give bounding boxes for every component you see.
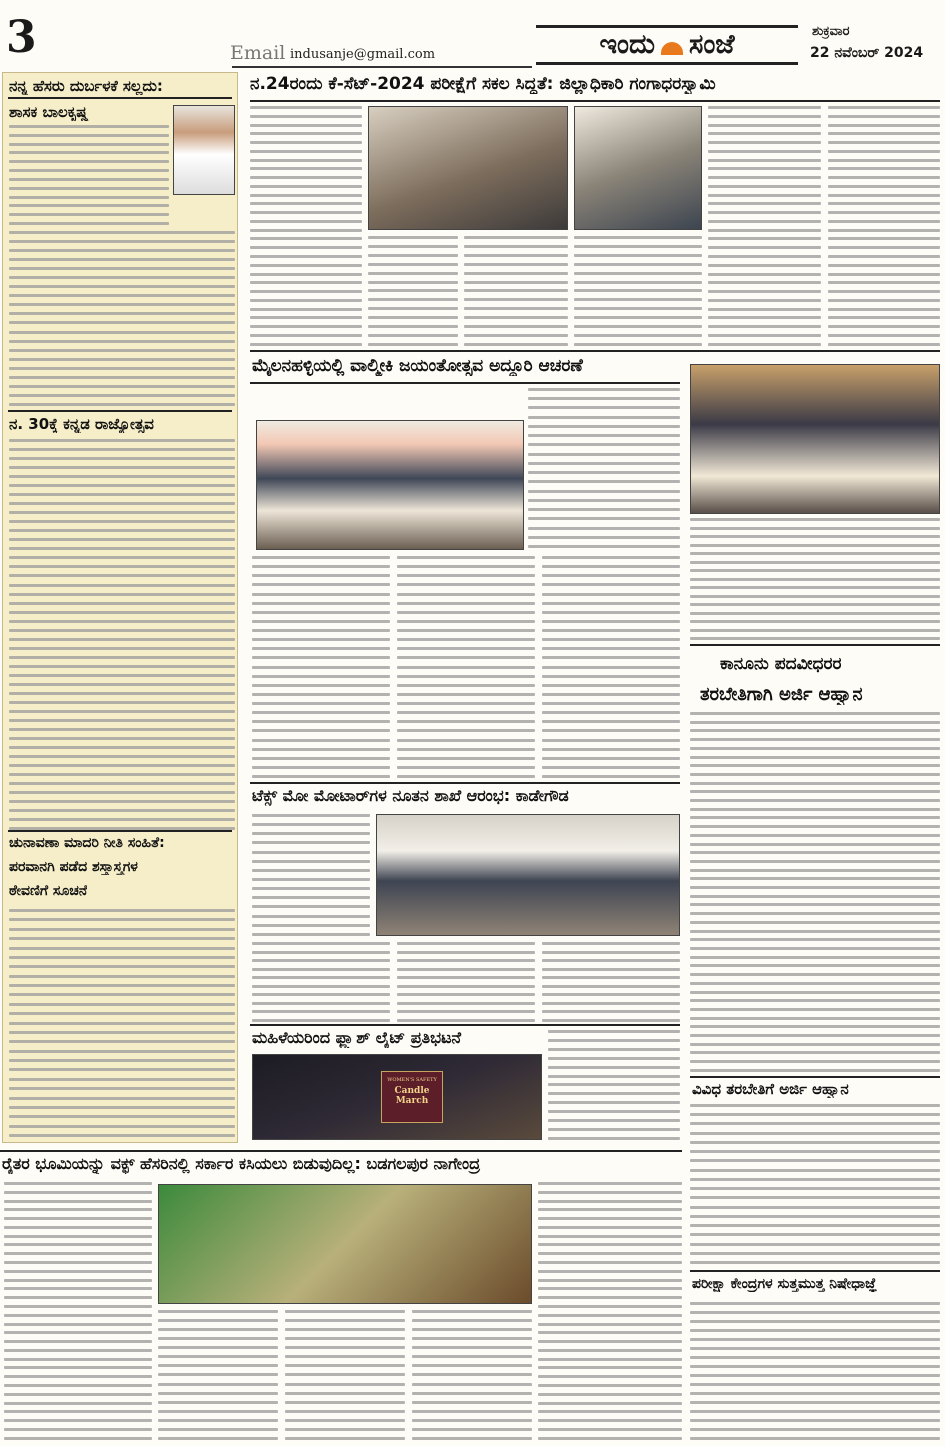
logo-left: ಇಂದು — [599, 29, 655, 60]
sidebar-divider — [8, 410, 232, 412]
farmers-text-left — [4, 1182, 152, 1440]
texmo-shop-opening-photo — [376, 814, 680, 936]
legal-headline-1: ಕಾನೂನು ಪದವೀಧರರ — [720, 654, 842, 674]
story-title-deposit: ಠೇವಣಿಗೆ ಸೂಚನೆ — [9, 883, 88, 899]
candle-march-headline: ಮಹಿಳೆಯರಿಂದ ಫ್ಲ್ಯಾಶ್ ಲೈಟ್ ಪ್ರತಿಭಟನೆ — [252, 1028, 462, 1047]
mla-story-text-2 — [9, 231, 235, 406]
story-title-election-code: ಚುನಾವಣಾ ಮಾದರಿ ನೀತಿ ಸಂಹಿತೆ: — [9, 835, 165, 851]
logo-right: ಸಂಜೆ — [689, 29, 735, 60]
lead-text-under-photo — [368, 236, 458, 346]
lead-text-under-photo-2 — [464, 236, 568, 346]
valmiki-headline: ಮೈಲನಹಳ್ಳಿಯಲ್ಲಿ ವಾಲ್ಮೀಕಿ ಜಯಂತೋತ್ಸವ ಅದ್ದೂರಿ ಆಚರಣೆ — [252, 356, 583, 376]
story-title-mla: ಶಾಸಕ ಬಾಲಕೃಷ್ಣ — [9, 103, 89, 121]
farmers-felicitation-photo — [158, 1184, 532, 1304]
legal-headline-2: ತರಬೇತಿಗಾಗಿ ಅರ್ಜಿ ಆಹ್ವಾನ — [700, 684, 863, 705]
story-title-licensed-arms: ಪರವಾನಗಿ ಪಡೆದ ಶಸ್ತ್ರಾಸ್ತ್ರಗಳ — [9, 859, 138, 875]
march-banner — [381, 1071, 443, 1123]
valmiki-rule — [250, 382, 680, 384]
rajyotsava-story-text — [9, 439, 235, 831]
farmers-headline: ರೈತರ ಭೂಮಿಯನ್ನು ವಕ್ಫ್ ಹೆಸರಿನಲ್ಲಿ ಸರ್ಕಾರ ಕಸಿಯಲು ಬಿಡುವುದಿಲ್ಲ: ಬಡಗಲಪುರ ನಾಗೇಂದ್ರ — [2, 1154, 481, 1173]
valmiki-celebration-photo — [256, 420, 524, 550]
farmers-text-bottom — [158, 1310, 532, 1440]
exam-headline: ಪರೀಕ್ಷಾ ಕೇಂದ್ರಗಳ ಸುತ್ತಮುತ್ತ ನಿಷೇಧಾಜ್ಞೆ — [692, 1276, 878, 1292]
sidebar-divider-2 — [8, 830, 232, 832]
kset-meeting-photo — [368, 106, 568, 230]
masthead — [0, 0, 945, 68]
lead-title-bar — [250, 72, 940, 102]
training-headline: ವಿವಿಧ ತರಬೇತಿಗೆ ಅರ್ಜಿ ಆಹ್ವಾನ — [692, 1080, 849, 1098]
texmo-text-bottom — [252, 942, 680, 1022]
mla-story-text — [9, 125, 169, 225]
kset-official-photo — [574, 106, 702, 230]
banner-line-1: WOMEN'S SAFETY — [387, 1077, 437, 1083]
lead-text-col-1 — [250, 106, 362, 346]
issue-date: 22 ನವೆಂಬರ್ 2024 — [810, 45, 924, 61]
section-rule-2 — [250, 782, 680, 784]
weekday: ಶುಕ್ರವಾರ — [812, 24, 850, 39]
award-caption — [690, 518, 940, 640]
section-rule-1 — [250, 350, 940, 352]
story-title-underline — [8, 97, 232, 99]
email-label: Email — [230, 42, 286, 64]
election-story-text — [9, 909, 235, 1137]
lead-text-col-3 — [574, 236, 702, 346]
banner-line-2: Candle March — [394, 1086, 430, 1106]
valmiki-text-right — [528, 388, 680, 548]
section-rule-3 — [250, 1024, 680, 1026]
sun-icon — [661, 42, 683, 55]
paper-logo — [536, 25, 798, 65]
section-rule-4 — [0, 1150, 682, 1152]
texmo-headline: ಟೆಕ್ಸ್ ಮೋ ಮೋಟಾರ್‌ಗಳ ನೂತನ ಶಾಖೆ ಆರಂಭ: ಕಾಡೇಗೌಡ — [252, 786, 569, 805]
legal-story-text — [690, 712, 940, 1072]
masthead-rule — [232, 66, 532, 68]
valmiki-text-bottom — [252, 556, 680, 778]
lead-text-right — [708, 106, 940, 346]
candle-march-photo — [252, 1054, 542, 1140]
award-ceremony-photo — [690, 364, 940, 514]
training-story-text — [690, 1104, 940, 1264]
mla-portrait-photo — [173, 105, 235, 195]
email-address[interactable]: indusanje@gmail.com — [290, 47, 436, 62]
section-rule-right-2 — [690, 1076, 940, 1078]
exam-story-text — [690, 1302, 940, 1440]
candle-march-text — [548, 1030, 680, 1140]
farmers-text-right — [538, 1182, 682, 1440]
story-title-rajyotsava: ನ. 30ಕ್ಕೆ ಕನ್ನಡ ರಾಜ್ಯೋತ್ಸವ — [9, 415, 154, 433]
section-rule-right — [690, 644, 940, 646]
story-title-dignity: ನನ್ನ ಹೆಸರು ದುರ್ಬಳಕೆ ಸಲ್ಲದು: — [9, 77, 163, 95]
section-rule-right-3 — [690, 1270, 940, 1272]
page-number: 3 — [6, 12, 37, 63]
texmo-text-left — [252, 814, 370, 936]
lead-headline: ನ.24ರಂದು ಕೆ-ಸೆಟ್-2024 ಪರೀಕ್ಷೆಗೆ ಸಕಲ ಸಿದ್ಧತೆ: ಜಿಲ್ಲಾಧಿಕಾರಿ ಗಂಗಾಧರಸ್ವಾಮಿ — [250, 74, 716, 94]
left-sidebar — [2, 72, 238, 1143]
